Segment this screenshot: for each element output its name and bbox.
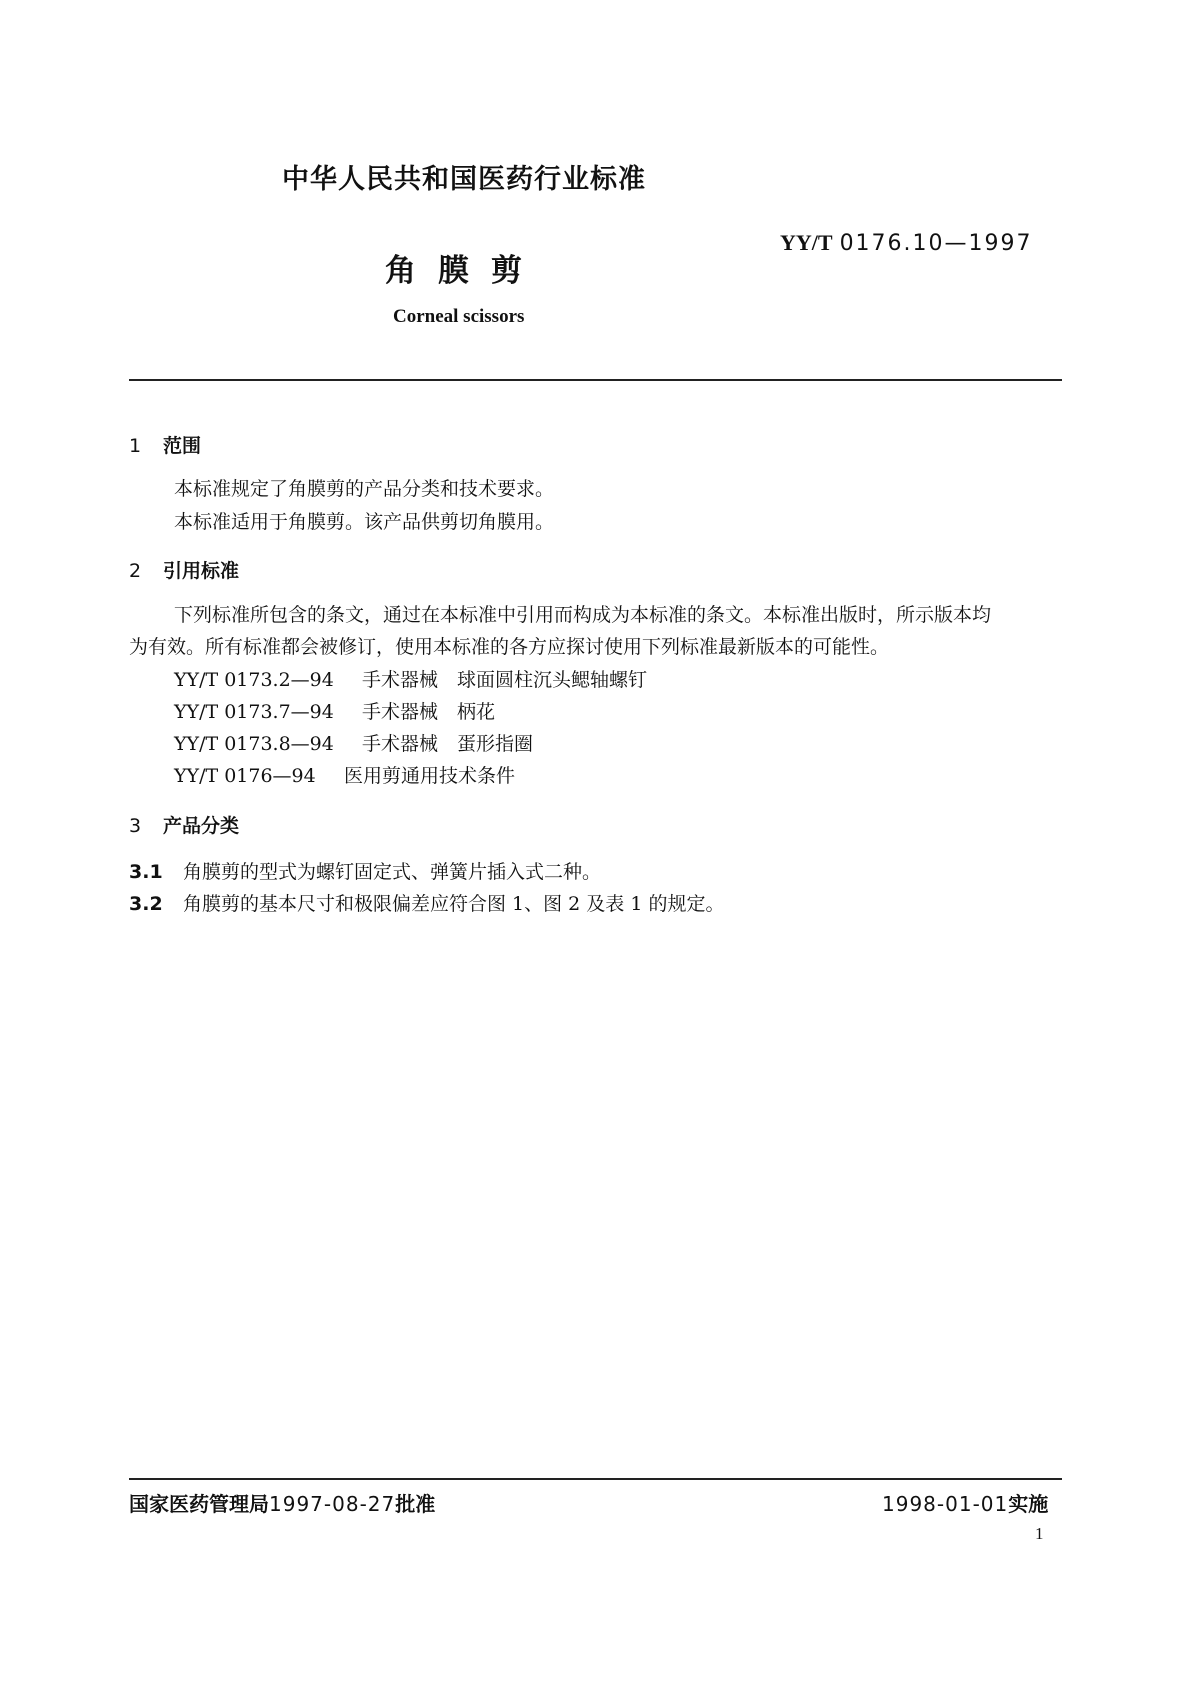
reference-row xyxy=(174,665,647,692)
reference-code: YY/T 0173.8—94 xyxy=(174,733,334,755)
document-subtitle: Corneal scissors xyxy=(393,306,525,327)
document-title: 角膜剪 xyxy=(385,253,544,289)
standard-code-number: 0176.10—1997 xyxy=(839,231,1033,256)
reference-title: 手术器械 球面圆柱沉头鳃轴螺钉 xyxy=(362,669,648,691)
clause-3-1 xyxy=(129,857,601,884)
reference-title: 医用剪通用技术条件 xyxy=(344,765,516,787)
page-number: 1 xyxy=(1035,1524,1044,1543)
section-2-intro-line-2: 为有效。所有标准都会被修订，使用本标准的各方应探讨使用下列标准最新版本的可能性。 xyxy=(129,636,890,658)
reference-code: YY/T 0173.7—94 xyxy=(174,701,334,723)
section-number: 2 xyxy=(129,560,142,582)
implementation-label: 实施 xyxy=(1008,1492,1049,1516)
section-number: 1 xyxy=(129,435,142,457)
implementation-date: 1998-01-01 xyxy=(882,1492,1009,1516)
section-title: 产品分类 xyxy=(163,815,240,837)
standard-code-prefix: YY/T xyxy=(780,230,833,255)
section-1-heading xyxy=(129,431,201,458)
reference-row xyxy=(174,761,515,788)
reference-code: YY/T 0176—94 xyxy=(174,765,316,787)
issuer: 国家医药管理局 xyxy=(129,1492,269,1516)
section-1-paragraph-1: 本标准规定了角膜剪的产品分类和技术要求。 xyxy=(174,478,555,500)
clause-3-2 xyxy=(129,889,724,916)
section-2-intro-line-1: 下列标准所包含的条文，通过在本标准中引用而构成为本标准的条文。本标准出版时，所示版本均 xyxy=(174,604,992,626)
clause-text: 角膜剪的型式为螺钉固定式、弹簧片插入式二种。 xyxy=(183,861,602,883)
standard-code xyxy=(780,230,1033,256)
section-1-paragraph-2: 本标准适用于角膜剪。该产品供剪切角膜用。 xyxy=(174,511,555,533)
reference-title: 手术器械 蛋形指圈 xyxy=(362,733,534,755)
approval-label: 批准 xyxy=(395,1492,436,1516)
approval-date: 1997-08-27 xyxy=(269,1492,396,1516)
footer-rule xyxy=(129,1478,1062,1480)
approval-statement xyxy=(129,1488,435,1517)
section-title: 引用标准 xyxy=(163,560,240,582)
section-2-heading xyxy=(129,556,239,583)
clause-text: 角膜剪的基本尺寸和极限偏差应符合图 1、图 2 及表 1 的规定。 xyxy=(183,893,725,915)
clause-number: 3.2 xyxy=(129,893,163,915)
reference-row xyxy=(174,697,495,724)
header-rule xyxy=(129,379,1062,381)
reference-title: 手术器械 柄花 xyxy=(362,701,496,723)
reference-row xyxy=(174,729,533,756)
section-title: 范围 xyxy=(163,435,202,457)
implementation-statement xyxy=(882,1488,1048,1517)
standard-authority: 中华人民共和国医药行业标准 xyxy=(282,164,646,195)
section-3-heading xyxy=(129,811,239,838)
section-number: 3 xyxy=(129,815,142,837)
clause-number: 3.1 xyxy=(129,861,163,883)
reference-code: YY/T 0173.2—94 xyxy=(174,669,334,691)
